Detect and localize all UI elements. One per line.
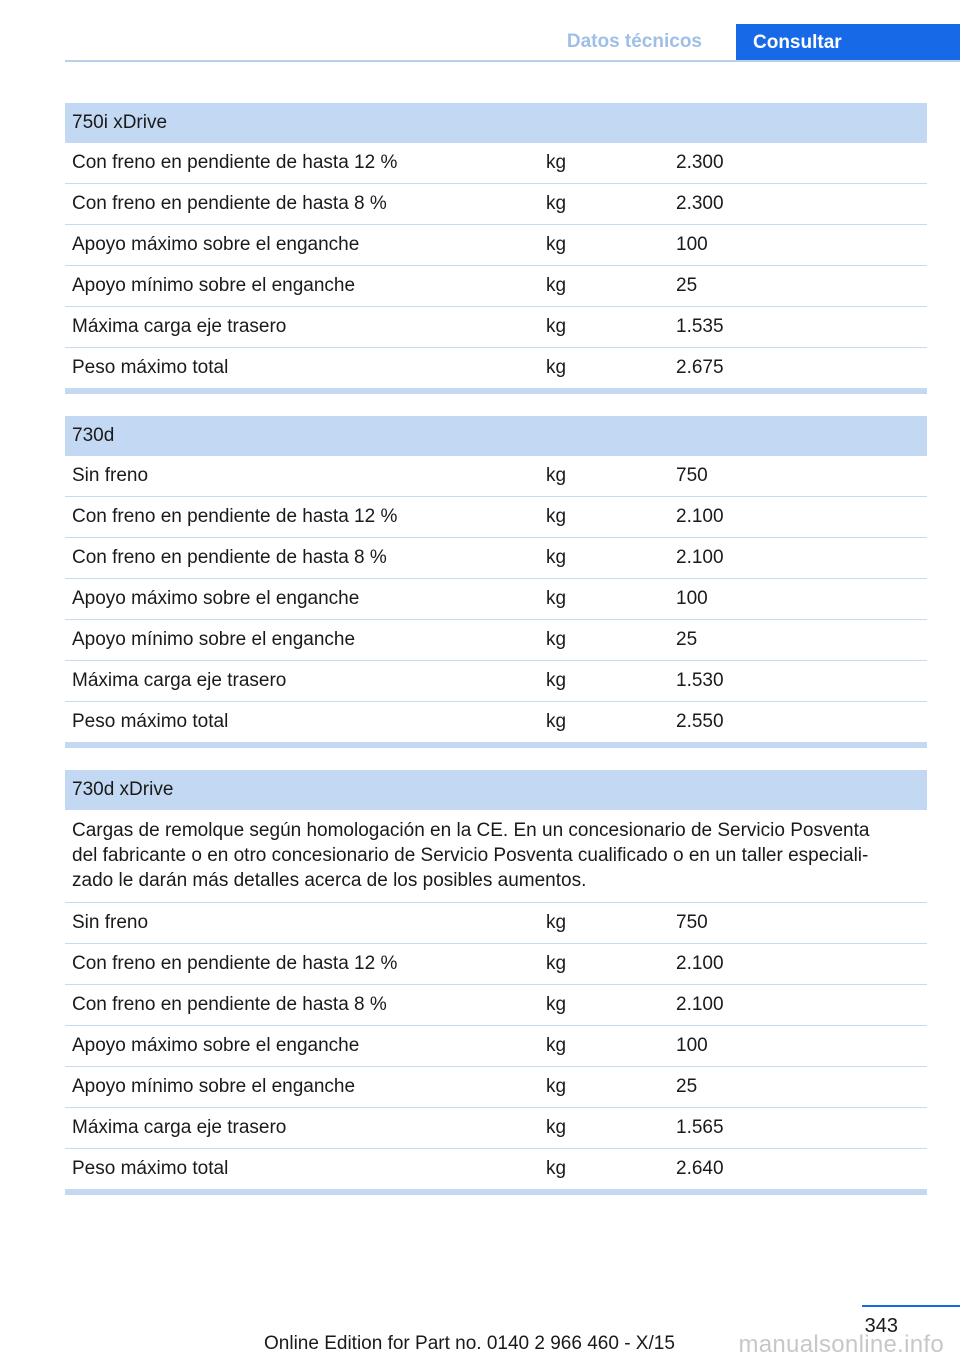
row-label: Con freno en pendiente de hasta 12 % (72, 953, 398, 974)
table-row (65, 456, 927, 497)
table-row (65, 266, 927, 307)
spec-table-750i-xdrive (65, 103, 927, 394)
row-label: Apoyo máximo sobre el enganche (72, 588, 360, 609)
row-value: 2.675 (676, 357, 724, 378)
row-label: Con freno en pendiente de hasta 12 % (72, 152, 398, 173)
table-row (65, 702, 927, 743)
row-unit: kg (546, 1117, 567, 1138)
row-unit: kg (546, 547, 567, 568)
table-row (65, 620, 927, 661)
table-title: 750i xDrive (65, 103, 927, 143)
row-unit: kg (546, 994, 567, 1015)
row-unit: kg (546, 234, 567, 255)
row-value: 100 (676, 1035, 708, 1056)
table-end-bar (65, 1190, 927, 1195)
row-unit: kg (546, 316, 567, 337)
row-value: 1.565 (676, 1117, 724, 1138)
row-value: 750 (676, 912, 708, 933)
row-value: 2.640 (676, 1158, 724, 1179)
row-value: 2.100 (676, 506, 724, 527)
table-row (65, 944, 927, 985)
table-note (65, 810, 927, 903)
page-header (0, 0, 960, 62)
table-end-bar (65, 743, 927, 748)
table-end-bar (65, 389, 927, 394)
row-label: Sin freno (72, 912, 149, 933)
row-label: Con freno en pendiente de hasta 8 % (72, 193, 387, 214)
table-row (65, 538, 927, 579)
table-row (65, 1026, 927, 1067)
section-link[interactable]: Datos técnicos (566, 31, 702, 52)
row-label: Apoyo máximo sobre el enganche (72, 234, 360, 255)
row-unit: kg (546, 588, 567, 609)
table-row (65, 1067, 927, 1108)
row-unit: kg (546, 953, 567, 974)
table-row (65, 903, 927, 944)
table-row (65, 143, 927, 184)
edition-info: Online Edition for Part no. 0140 2 966 460 - X/15 (264, 1333, 675, 1354)
row-unit: kg (546, 1035, 567, 1056)
row-label: Peso máximo total (72, 357, 229, 378)
row-value: 1.535 (676, 316, 724, 337)
row-value: 1.530 (676, 670, 724, 691)
row-value: 100 (676, 234, 708, 255)
table-row (65, 1108, 927, 1149)
table-row (65, 348, 927, 389)
row-value: 25 (676, 1076, 698, 1097)
watermark: manualsonline.info (738, 1331, 944, 1358)
row-value: 2.100 (676, 953, 724, 974)
row-label: Con freno en pendiente de hasta 8 % (72, 994, 387, 1015)
row-value: 2.300 (676, 152, 724, 173)
footer-divider (862, 1305, 960, 1307)
row-unit: kg (546, 506, 567, 527)
row-unit: kg (546, 912, 567, 933)
page-number: 343 (864, 1315, 898, 1337)
table-row (65, 225, 927, 266)
row-label: Máxima carga eje trasero (72, 670, 287, 691)
header-divider (65, 60, 960, 62)
table-row (65, 1149, 927, 1190)
row-value: 2.300 (676, 193, 724, 214)
row-unit: kg (546, 465, 567, 486)
row-unit: kg (546, 1076, 567, 1097)
row-unit: kg (546, 629, 567, 650)
row-unit: kg (546, 1158, 567, 1179)
spec-table-730d-xdrive (65, 770, 927, 1195)
row-label: Apoyo mínimo sobre el enganche (72, 629, 356, 650)
table-title: 730d xDrive (65, 770, 927, 810)
row-unit: kg (546, 152, 567, 173)
table-row (65, 985, 927, 1026)
table-row (65, 184, 927, 225)
spec-table-730d (65, 416, 927, 748)
note-line: del fabricante o en otro concesionario de Servicio Posventa cualificado o en un taller especiali- (72, 845, 869, 866)
row-label: Con freno en pendiente de hasta 12 % (72, 506, 398, 527)
row-label: Máxima carga eje trasero (72, 316, 287, 337)
note-line: Cargas de remolque según homologación en la CE. En un concesionario de Servicio Posventa (72, 820, 870, 841)
row-label: Peso máximo total (72, 711, 229, 732)
table-row (65, 661, 927, 702)
table-row (65, 579, 927, 620)
table-row (65, 307, 927, 348)
row-label: Apoyo máximo sobre el enganche (72, 1035, 360, 1056)
row-unit: kg (546, 357, 567, 378)
table-row (65, 497, 927, 538)
row-label: Con freno en pendiente de hasta 8 % (72, 547, 387, 568)
row-unit: kg (546, 275, 567, 296)
row-value: 100 (676, 588, 708, 609)
row-unit: kg (546, 670, 567, 691)
consult-tab[interactable]: Consultar (736, 24, 960, 62)
row-label: Peso máximo total (72, 1158, 229, 1179)
row-value: 2.100 (676, 994, 724, 1015)
row-unit: kg (546, 193, 567, 214)
table-title: 730d (65, 416, 927, 456)
row-label: Sin freno (72, 465, 149, 486)
row-value: 25 (676, 629, 698, 650)
row-value: 750 (676, 465, 708, 486)
row-label: Máxima carga eje trasero (72, 1117, 287, 1138)
row-value: 25 (676, 275, 698, 296)
row-unit: kg (546, 711, 567, 732)
row-label: Apoyo mínimo sobre el enganche (72, 1076, 356, 1097)
row-value: 2.550 (676, 711, 724, 732)
row-label: Apoyo mínimo sobre el enganche (72, 275, 356, 296)
note-line: zado le darán más detalles acerca de los posibles aumentos. (72, 870, 587, 891)
row-value: 2.100 (676, 547, 724, 568)
